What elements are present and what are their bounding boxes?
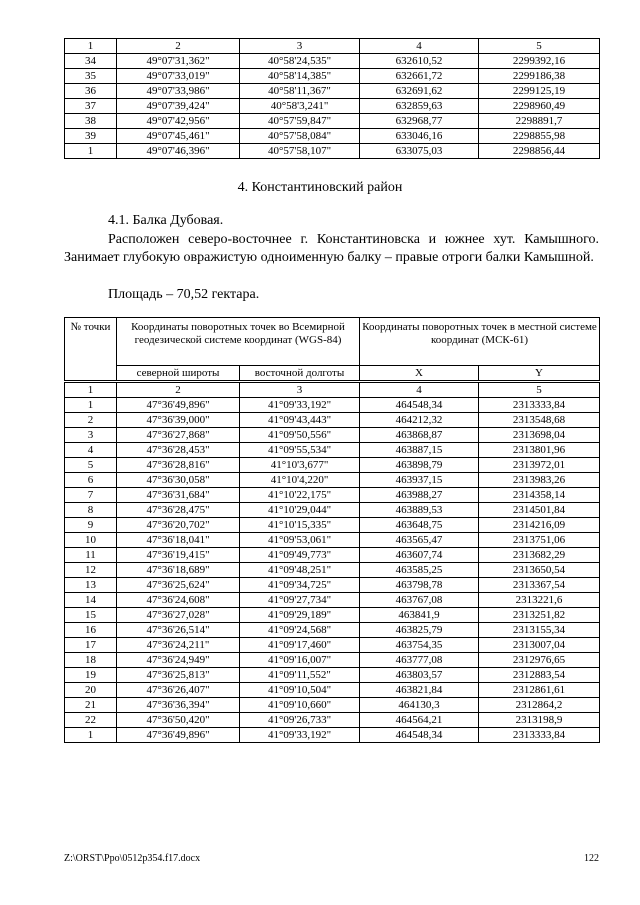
table-cell: 47°36'50,420" [117, 713, 240, 728]
table-cell: 41°09'11,552" [240, 668, 360, 683]
table-cell: 2299186,38 [479, 69, 600, 84]
table-cell: 463889,53 [360, 503, 479, 518]
table-cell: 40°57'58,084" [240, 129, 360, 144]
table-cell: 2313682,29 [479, 548, 600, 563]
table-cell: 47°36'49,896" [117, 728, 240, 743]
table-cell: 40°58'3,241" [240, 99, 360, 114]
table-cell: 2313333,84 [479, 728, 600, 743]
table-row [65, 593, 600, 608]
table-cell: 463585,25 [360, 563, 479, 578]
table-row [65, 668, 600, 683]
table-cell: 14 [65, 593, 117, 608]
coordinates-table-body [65, 318, 600, 743]
table-cell: 8 [65, 503, 117, 518]
table-cell: 463754,35 [360, 638, 479, 653]
table-cell: 41°09'33,192" [240, 728, 360, 743]
table-cell: 463798,78 [360, 578, 479, 593]
table-row [65, 623, 600, 638]
table-cell: 2313198,9 [479, 713, 600, 728]
table-row [65, 398, 600, 413]
page-number: 122 [584, 853, 599, 864]
table-cell: 2313007,04 [479, 638, 600, 653]
location-description: Расположен северо-восточнее г. Константиновска и южнее хут. Камышного. Занимает глубокую овражистую одноименную балку – правые отроги балки Камышной. [64, 232, 599, 265]
column-number: 1 [65, 39, 117, 54]
table-cell: 18 [65, 653, 117, 668]
table-cell: 464130,3 [360, 698, 479, 713]
table-cell: 41°09'27,734" [240, 593, 360, 608]
table-cell: 2313972,01 [479, 458, 600, 473]
table-row [65, 428, 600, 443]
header-x: X [360, 366, 479, 382]
table-row [65, 443, 600, 458]
table-cell: 11 [65, 548, 117, 563]
table-row [65, 129, 600, 144]
table-cell: 49°07'45,461" [117, 129, 240, 144]
table-cell: 47°36'25,624" [117, 578, 240, 593]
table-cell: 47°36'18,041" [117, 533, 240, 548]
table-cell: 2 [65, 413, 117, 428]
table-row [65, 533, 600, 548]
table-cell: 49°07'46,396" [117, 144, 240, 159]
table-row [65, 488, 600, 503]
table-cell: 2314216,09 [479, 518, 600, 533]
table-cell: 19 [65, 668, 117, 683]
table-cell: 2298891,7 [479, 114, 600, 129]
column-number: 2 [117, 382, 240, 398]
section-heading: 4. Константиновский район [237, 180, 403, 195]
table-cell: 47°36'26,514" [117, 623, 240, 638]
column-number: 3 [240, 39, 360, 54]
table-row [65, 698, 600, 713]
table-cell: 463841,9 [360, 608, 479, 623]
table-row [65, 638, 600, 653]
table-cell: 464564,21 [360, 713, 479, 728]
table-cell: 633075,03 [360, 144, 479, 159]
table-cell: 463898,79 [360, 458, 479, 473]
table-cell: 1 [65, 728, 117, 743]
coordinates-table-body [65, 39, 600, 159]
table-cell: 463803,57 [360, 668, 479, 683]
table-cell: 2313251,82 [479, 608, 600, 623]
table-cell: 41°09'26,733" [240, 713, 360, 728]
table-cell: 9 [65, 518, 117, 533]
table-cell: 2298856,44 [479, 144, 600, 159]
table-cell: 47°36'19,415" [117, 548, 240, 563]
table-cell: 47°36'18,689" [117, 563, 240, 578]
header-latitude: северной широты [117, 366, 240, 382]
column-number-row [65, 382, 600, 398]
table-cell: 41°09'17,460" [240, 638, 360, 653]
table-cell: 7 [65, 488, 117, 503]
table-row [65, 503, 600, 518]
table-cell: 2313333,84 [479, 398, 600, 413]
table-cell: 463887,15 [360, 443, 479, 458]
header-local-coordinates: Координаты поворотных точек в местной системе координат (МСК-61) [360, 318, 600, 366]
table-cell: 463607,74 [360, 548, 479, 563]
table-cell: 41°10'15,335" [240, 518, 360, 533]
table-cell: 40°58'14,385" [240, 69, 360, 84]
table-cell: 41°09'34,725" [240, 578, 360, 593]
header-y: Y [479, 366, 600, 382]
coordinates-table [64, 317, 600, 743]
table-cell: 2313548,68 [479, 413, 600, 428]
table-cell: 47°36'31,684" [117, 488, 240, 503]
table-cell: 41°09'29,189" [240, 608, 360, 623]
table-cell: 41°09'24,568" [240, 623, 360, 638]
table-cell: 6 [65, 473, 117, 488]
table-cell: 17 [65, 638, 117, 653]
table-cell: 40°57'58,107" [240, 144, 360, 159]
table-cell: 632968,77 [360, 114, 479, 129]
column-number: 2 [117, 39, 240, 54]
table-cell: 2313155,34 [479, 623, 600, 638]
column-number: 4 [360, 39, 479, 54]
column-number-row [65, 39, 600, 54]
column-number: 3 [240, 382, 360, 398]
table-cell: 13 [65, 578, 117, 593]
table-cell: 49°07'33,986" [117, 84, 240, 99]
table-cell: 2298960,49 [479, 99, 600, 114]
table-cell: 632661,72 [360, 69, 479, 84]
table-cell: 41°09'10,504" [240, 683, 360, 698]
table-cell: 37 [65, 99, 117, 114]
table-cell: 41°09'50,556" [240, 428, 360, 443]
table-header-row [65, 318, 600, 366]
table-row [65, 114, 600, 129]
table-cell: 41°10'4,220" [240, 473, 360, 488]
table-cell: 47°36'27,028" [117, 608, 240, 623]
table-cell: 464548,34 [360, 398, 479, 413]
table-subheader-row [65, 366, 600, 382]
table-cell: 47°36'39,000" [117, 413, 240, 428]
table-cell: 1 [65, 144, 117, 159]
table-cell: 41°09'48,251" [240, 563, 360, 578]
table-cell: 40°57'59,847" [240, 114, 360, 129]
table-cell: 47°36'28,475" [117, 503, 240, 518]
table-cell: 49°07'33,019" [117, 69, 240, 84]
table-cell: 49°07'31,362" [117, 54, 240, 69]
table-cell: 464212,32 [360, 413, 479, 428]
table-cell: 47°36'20,702" [117, 518, 240, 533]
table-cell: 47°36'26,407" [117, 683, 240, 698]
table-cell: 47°36'30,058" [117, 473, 240, 488]
table-cell: 463825,79 [360, 623, 479, 638]
table-cell: 20 [65, 683, 117, 698]
table-cell: 41°10'29,044" [240, 503, 360, 518]
table-cell: 41°09'55,534" [240, 443, 360, 458]
table-cell: 2312861,61 [479, 683, 600, 698]
table-cell: 633046,16 [360, 129, 479, 144]
header-point-number: № точки [65, 318, 117, 382]
table-row [65, 563, 600, 578]
table-cell: 2314501,84 [479, 503, 600, 518]
table-cell: 2299125,19 [479, 84, 600, 99]
table-cell: 10 [65, 533, 117, 548]
table-cell: 2313751,06 [479, 533, 600, 548]
table-cell: 463777,08 [360, 653, 479, 668]
table-cell: 463767,08 [360, 593, 479, 608]
header-wgs84-coordinates: Координаты поворотных точек во Всемирной геодезической системе координат (WGS-84) [117, 318, 360, 366]
table-cell: 2313221,6 [479, 593, 600, 608]
subsection-title: 4.1. Балка Дубовая. [108, 213, 224, 228]
table-cell: 41°09'33,192" [240, 398, 360, 413]
table-cell: 464548,34 [360, 728, 479, 743]
table-row [65, 473, 600, 488]
table-cell: 16 [65, 623, 117, 638]
table-cell: 15 [65, 608, 117, 623]
table-row [65, 548, 600, 563]
table-cell: 41°09'43,443" [240, 413, 360, 428]
table-cell: 463988,27 [360, 488, 479, 503]
table-cell: 2313698,04 [479, 428, 600, 443]
table-cell: 39 [65, 129, 117, 144]
table-cell: 47°36'28,453" [117, 443, 240, 458]
table-cell: 40°58'24,535" [240, 54, 360, 69]
column-number: 4 [360, 382, 479, 398]
table-cell: 41°09'16,007" [240, 653, 360, 668]
table-cell: 3 [65, 428, 117, 443]
table-row [65, 413, 600, 428]
table-row [65, 608, 600, 623]
table-cell: 47°36'49,896" [117, 398, 240, 413]
table-row [65, 728, 600, 743]
table-cell: 36 [65, 84, 117, 99]
table-cell: 47°36'24,211" [117, 638, 240, 653]
table-cell: 2314358,14 [479, 488, 600, 503]
table-cell: 49°07'39,424" [117, 99, 240, 114]
table-cell: 21 [65, 698, 117, 713]
table-cell: 12 [65, 563, 117, 578]
table-cell: 41°09'53,061" [240, 533, 360, 548]
table-row [65, 84, 600, 99]
table-cell: 632691,62 [360, 84, 479, 99]
table-row [65, 713, 600, 728]
table-cell: 2312864,2 [479, 698, 600, 713]
table-row [65, 578, 600, 593]
table-cell: 463565,47 [360, 533, 479, 548]
table-cell: 2298855,98 [479, 129, 600, 144]
table-cell: 2312883,54 [479, 668, 600, 683]
table-cell: 2299392,16 [479, 54, 600, 69]
table-cell: 2312976,65 [479, 653, 600, 668]
table-cell: 4 [65, 443, 117, 458]
table-cell: 22 [65, 713, 117, 728]
table-row [65, 99, 600, 114]
table-cell: 38 [65, 114, 117, 129]
table-cell: 47°36'36,394" [117, 698, 240, 713]
table-cell: 632859,63 [360, 99, 479, 114]
table-cell: 1 [65, 398, 117, 413]
table-cell: 34 [65, 54, 117, 69]
table-cell: 49°07'42,956" [117, 114, 240, 129]
table-cell: 463937,15 [360, 473, 479, 488]
column-number: 5 [479, 39, 600, 54]
table-cell: 463648,75 [360, 518, 479, 533]
table-cell: 2313983,26 [479, 473, 600, 488]
table-cell: 463821,84 [360, 683, 479, 698]
table-cell: 47°36'25,813" [117, 668, 240, 683]
footer-file-path: Z:\ORST\Ppo\0512p354.f17.docx [64, 853, 201, 864]
table-cell: 2313801,96 [479, 443, 600, 458]
table-cell: 47°36'28,816" [117, 458, 240, 473]
table-cell: 47°36'27,868" [117, 428, 240, 443]
table-cell: 5 [65, 458, 117, 473]
table-cell: 41°10'22,175" [240, 488, 360, 503]
table-cell: 40°58'11,367" [240, 84, 360, 99]
table-cell: 41°09'49,773" [240, 548, 360, 563]
header-longitude: восточной долготы [240, 366, 360, 382]
table-row [65, 458, 600, 473]
table-cell: 632610,52 [360, 54, 479, 69]
table-cell: 2313650,54 [479, 563, 600, 578]
coordinates-table-continued [64, 38, 600, 159]
table-cell: 47°36'24,608" [117, 593, 240, 608]
table-cell: 41°10'3,677" [240, 458, 360, 473]
column-number: 5 [479, 382, 600, 398]
table-row [65, 144, 600, 159]
table-row [65, 69, 600, 84]
column-number: 1 [65, 382, 117, 398]
table-cell: 463868,87 [360, 428, 479, 443]
table-row [65, 518, 600, 533]
table-row [65, 683, 600, 698]
table-row [65, 54, 600, 69]
table-cell: 41°09'10,660" [240, 698, 360, 713]
table-cell: 2313367,54 [479, 578, 600, 593]
table-cell: 47°36'24,949" [117, 653, 240, 668]
area-text: Площадь – 70,52 гектара. [108, 287, 260, 302]
table-cell: 35 [65, 69, 117, 84]
table-row [65, 653, 600, 668]
